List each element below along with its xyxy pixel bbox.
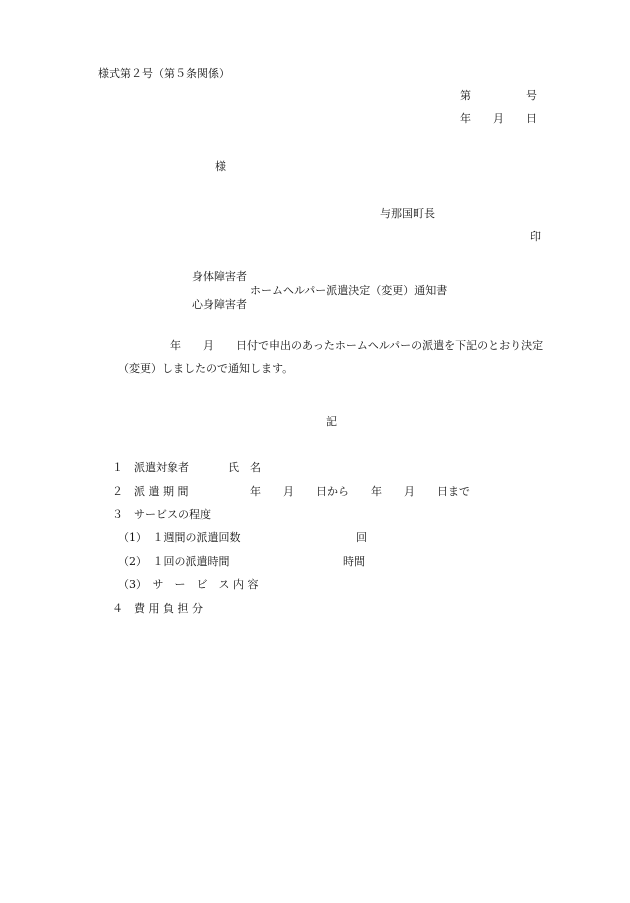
item-2-label: ２ 派 遣 期 間	[112, 485, 189, 498]
item-2-detail: 年 月 日から 年 月 日まで	[250, 485, 470, 498]
item-3-label: ３ サービスの程度	[112, 508, 211, 521]
body-line-2: （変更）しましたので通知します。	[118, 362, 294, 375]
seal-mark: 印	[530, 230, 541, 243]
form-label: 様式第２号（第５条関係）	[98, 67, 230, 80]
addressee-suffix: 様	[215, 160, 226, 173]
sub-item-1-label: （1） １週間の派遣回数	[118, 531, 241, 544]
item-1-label: １ 派遣対象者	[112, 461, 189, 474]
record-heading: 記	[326, 415, 337, 428]
body-line-1: 年 月 日付で申出のあったホームヘルパーの派遣を下記のとおり決定	[170, 339, 544, 352]
title-category-physical: 身体障害者	[192, 270, 247, 283]
sub-item-1-detail: 回	[356, 531, 367, 544]
document-title: ホームヘルパー派遣決定（変更）通知書	[250, 284, 448, 297]
item-4-label: ４ 費 用 負 担 分	[112, 602, 203, 615]
sub-item-2-detail: 時間	[343, 555, 365, 568]
item-1-detail: 氏 名	[228, 461, 261, 474]
sub-item-2-label: （2） １回の派遣時間	[118, 555, 230, 568]
document-number-line: 第 号	[460, 89, 537, 102]
date-line: 年 月 日	[460, 112, 537, 125]
sub-item-3-label: （3） サ ー ビ ス 内 容	[118, 578, 259, 591]
sender-name: 与那国町長	[380, 207, 435, 220]
title-category-mental: 心身障害者	[192, 298, 247, 311]
